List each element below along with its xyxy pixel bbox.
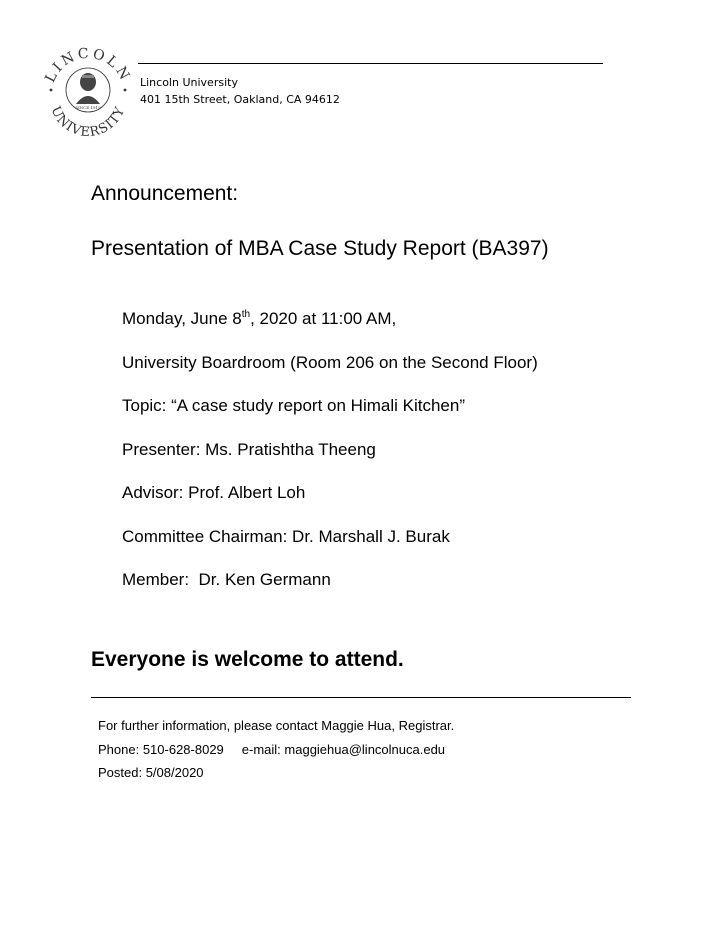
footer-posted: Posted: 5/08/2020 <box>98 765 204 780</box>
event-date-suffix: , 2020 at 11:00 AM, <box>250 309 397 328</box>
seal-graphic <box>38 42 138 142</box>
seal-dot-left <box>50 89 53 92</box>
footer-contact: For further information, please contact Maggie Hua, Registrar. <box>98 718 455 733</box>
seal-text-top: LINCOLN <box>42 45 134 86</box>
event-date-prefix: Monday, June 8 <box>122 309 242 328</box>
seal-since-text: SINCE 1919 <box>75 105 101 110</box>
event-details <box>122 309 538 614</box>
footer-block <box>98 718 454 789</box>
footer-phone-email <box>98 742 454 766</box>
announcement-label: Announcement: <box>91 182 239 205</box>
event-date <box>122 309 538 353</box>
footer-email: e-mail: maggiehua@lincolnuca.edu <box>241 741 446 757</box>
event-advisor: Advisor: Prof. Albert Loh <box>122 483 306 502</box>
welcome-message: Everyone is welcome to attend. <box>91 648 404 671</box>
event-date-ordinal: th <box>241 309 251 320</box>
footer-phone: Phone: 510-628-8029 <box>98 741 224 757</box>
org-address: 401 15th Street, Oakland, CA 94612 <box>140 93 340 106</box>
seal-text-bottom: UNIVERSITY <box>47 104 129 141</box>
event-topic: Topic: “A case study report on Himali Kitchen” <box>122 396 465 415</box>
university-seal-logo <box>38 42 138 142</box>
lincoln-portrait-icon <box>76 73 100 104</box>
org-block <box>140 74 340 108</box>
seal-dot-right <box>124 89 127 92</box>
event-member: Member: Dr. Ken Germann <box>122 570 331 589</box>
header-divider <box>138 63 603 64</box>
event-chairman: Committee Chairman: Dr. Marshall J. Burak <box>122 526 450 546</box>
event-presenter: Presenter: Ms. Pratishtha Theeng <box>122 439 376 459</box>
org-name: Lincoln University <box>140 76 238 89</box>
announcement-title: Presentation of MBA Case Study Report (BA397) <box>91 237 549 260</box>
footer-divider <box>91 697 631 698</box>
event-location: University Boardroom (Room 206 on the Second Floor) <box>122 352 538 372</box>
